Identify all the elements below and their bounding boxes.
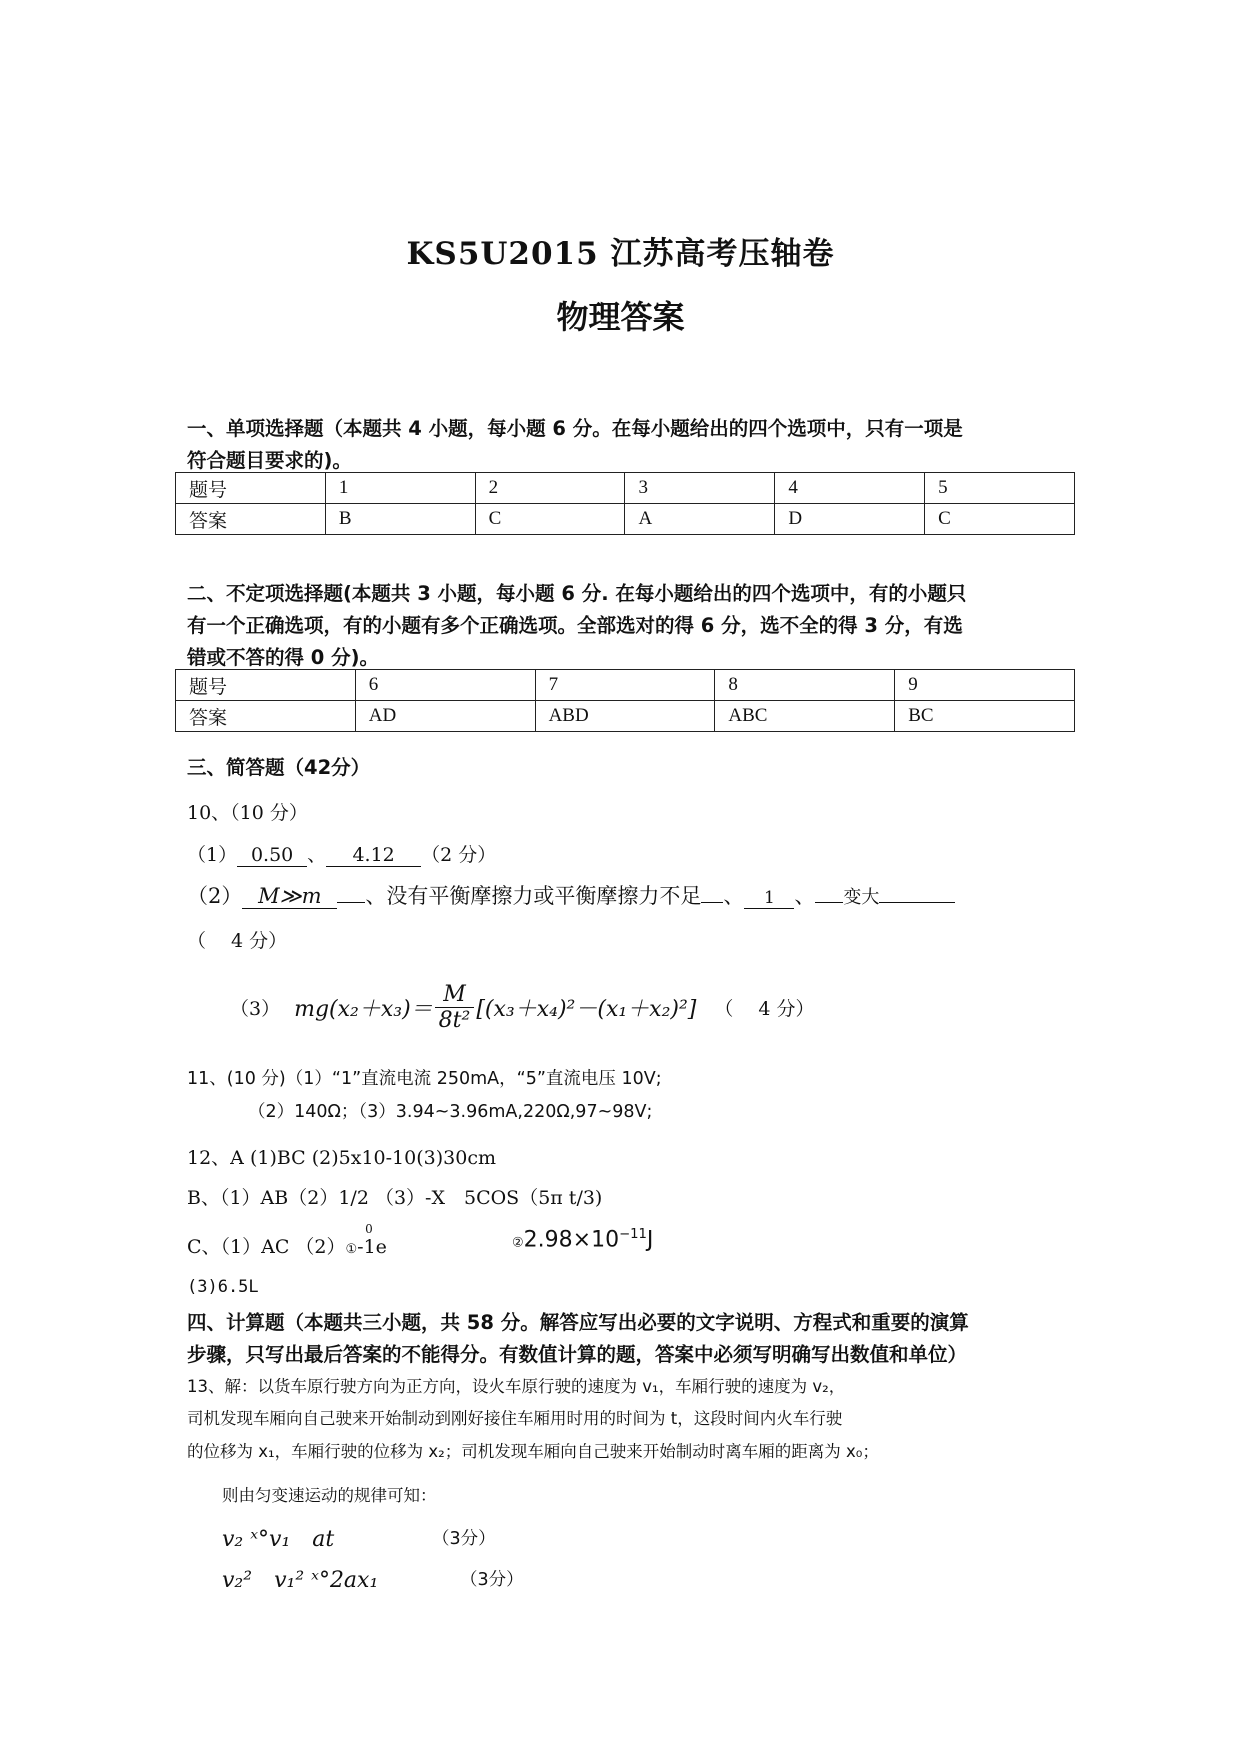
q12-c-circle2: ② [512, 1235, 524, 1251]
q10-p3-lhs: mg(x₂＋x₃)＝ [294, 996, 433, 1022]
q13-line2: 司机发现车厢向自己驶来开始制动到刚好接住车厢用时用的时间为 t，这段时间内火车行驶 [187, 1409, 843, 1428]
q12-c-formula2 [512, 1227, 653, 1252]
q12-c-text: C、（1）AC （2） [187, 1236, 346, 1258]
q10-p2-blank [337, 902, 365, 903]
q10-p2-answer-a: M≫m [242, 884, 337, 909]
table-cell: ABD [535, 701, 715, 732]
q10-p3-fraction [435, 982, 475, 1033]
q12-c-formula1-sup: 0 [365, 1222, 373, 1236]
section4-heading-line1: 四、计算题（本题共三小题，共 58 分。解答应写出必要的文字说明、方程式和重要的演算 [187, 1311, 969, 1334]
q10-p2-sep: 、 [723, 884, 745, 908]
q10-p2-answer-d: 1 [744, 888, 794, 909]
q13-line3: 的位移为 x₁，车厢行驶的位移为 x₂；司机发现车厢向自己驶来开始制动时离车厢的距离为 x₀； [187, 1442, 879, 1461]
q10-p1-prefix: （1） [187, 844, 238, 866]
section2-heading-line1: 二、不定项选择题(本题共 3 小题，每小题 6 分. 在每小题给出的四个选项中，有的小题只 [187, 582, 967, 605]
q12-line-b: B、（1）AB（2）1/2 （3）-X 5COS（5π t/3) [187, 1187, 603, 1209]
table-cell: 答案 [176, 701, 356, 732]
q10-part2 [187, 880, 955, 910]
q12-line-d: (3)6.5L [187, 1277, 259, 1297]
q10-p3-prefix: （3） [230, 997, 281, 1020]
page-title: KS5U2015 江苏高考压轴卷 [406, 236, 835, 272]
section3-heading: 三、简答题（42分） [187, 756, 371, 779]
table-cell: 7 [535, 670, 715, 701]
q12-c-formula2-sup: −11 [619, 1227, 647, 1242]
q10-p3-denominator: 8t² [438, 1007, 471, 1033]
table-row [176, 670, 1075, 701]
q13-line4: 则由匀变速运动的规律可知： [222, 1486, 437, 1505]
q10-p3-points: （ 4 分） [714, 997, 815, 1020]
q13-equation1: v₂ ˣ°v₁ at [222, 1527, 335, 1552]
table-cell: A [625, 504, 775, 535]
answer-table-2 [175, 669, 1075, 732]
q13-equation1-points: （3分） [432, 1529, 496, 1549]
q10-p3-rhs: [(x₃＋x₄)²－(x₁＋x₂)²] [476, 996, 697, 1022]
table-cell: AD [355, 701, 535, 732]
table-cell: 2 [475, 473, 625, 504]
q12-c-formula2-body: 2.98×10 [523, 1227, 620, 1253]
section1-heading-line1: 一、单项选择题（本题共 4 小题，每小题 6 分。在每小题给出的四个选项中，只有一项是 [187, 417, 963, 440]
q13-equation2-points: （3分） [460, 1570, 524, 1590]
table-cell: 8 [715, 670, 895, 701]
q10-p1-sep: 、 [307, 844, 327, 866]
table-cell: 9 [895, 670, 1075, 701]
answer-table-1 [175, 472, 1075, 535]
q10-p2-blank [879, 902, 955, 903]
q11-line1: 11、(10 分)（1）“1”直流电流 250mA，“5”直流电压 10V; [187, 1069, 662, 1089]
q10-label: 10、（10 分） [187, 802, 308, 824]
q10-p1-points: （2 分） [421, 844, 497, 866]
q10-p3-numerator: M [435, 982, 475, 1008]
table-cell: D [775, 504, 925, 535]
q10-part1 [187, 840, 496, 867]
table-row [176, 701, 1075, 732]
q10-p1-answer-b: 4.12 [326, 844, 421, 867]
q12-c-formula1 [357, 1222, 387, 1258]
table-cell: C [925, 504, 1075, 535]
table-cell: 答案 [176, 504, 326, 535]
q10-p2-blank [701, 902, 723, 903]
q10-p2-blank [815, 902, 843, 903]
section4-heading-line2: 步骤，只写出最后答案的不能得分。有数值计算的题，答案中必须写明确写出数值和单位） [187, 1343, 968, 1366]
page-subtitle: 物理答案 [556, 298, 685, 336]
q10-part3 [230, 972, 815, 1042]
q10-p2-answer-f: 变大 [843, 887, 880, 908]
table-cell: B [325, 504, 475, 535]
q11-line2: （2）140Ω；（3）3.94~3.96mA,220Ω,97~98V; [248, 1102, 653, 1122]
table-cell: 4 [775, 473, 925, 504]
q12-line-c [187, 1222, 387, 1259]
table-row [176, 504, 1075, 535]
q10-p2-sep2: 、 [794, 884, 816, 908]
section2-heading-line3: 错或不答的得 0 分)。 [187, 646, 380, 669]
section1-heading-line2: 符合题目要求的)。 [187, 449, 352, 472]
table-cell: C [475, 504, 625, 535]
table-cell: BC [895, 701, 1075, 732]
q10-p2-points: （ 4 分） [187, 930, 288, 952]
table-cell: ABC [715, 701, 895, 732]
table-cell: 5 [925, 473, 1075, 504]
table-cell: 6 [355, 670, 535, 701]
q12-c-circle1: ① [345, 1242, 358, 1257]
q12-c-formula1-body: -1e [357, 1236, 387, 1258]
table-cell: 1 [325, 473, 475, 504]
q10-p2-prefix: （2） [187, 884, 243, 908]
section2-heading-line2: 有一个正确选项，有的小题有多个正确选项。全部选对的得 6 分，选不全的得 3 分，有选 [187, 614, 963, 637]
table-cell: 题号 [176, 473, 326, 504]
q13-equation2: v₂² v₁² ˣ°2ax₁ [222, 1568, 379, 1593]
q12-c-formula2-unit: J [646, 1227, 654, 1253]
q10-p1-answer-a: 0.50 [237, 844, 307, 867]
table-cell: 3 [625, 473, 775, 504]
table-row [176, 473, 1075, 504]
q13-line1: 13、解：以货车原行驶方向为正方向，设火车原行驶的速度为 v₁，车厢行驶的速度为 v₂， [187, 1377, 846, 1396]
table-cell: 题号 [176, 670, 356, 701]
q12-line-a: 12、A (1)BC (2)5x10-10(3)30cm [187, 1147, 496, 1169]
q10-p2-answer-b: 、没有平衡摩擦力或平衡摩擦力不足 [365, 884, 702, 908]
